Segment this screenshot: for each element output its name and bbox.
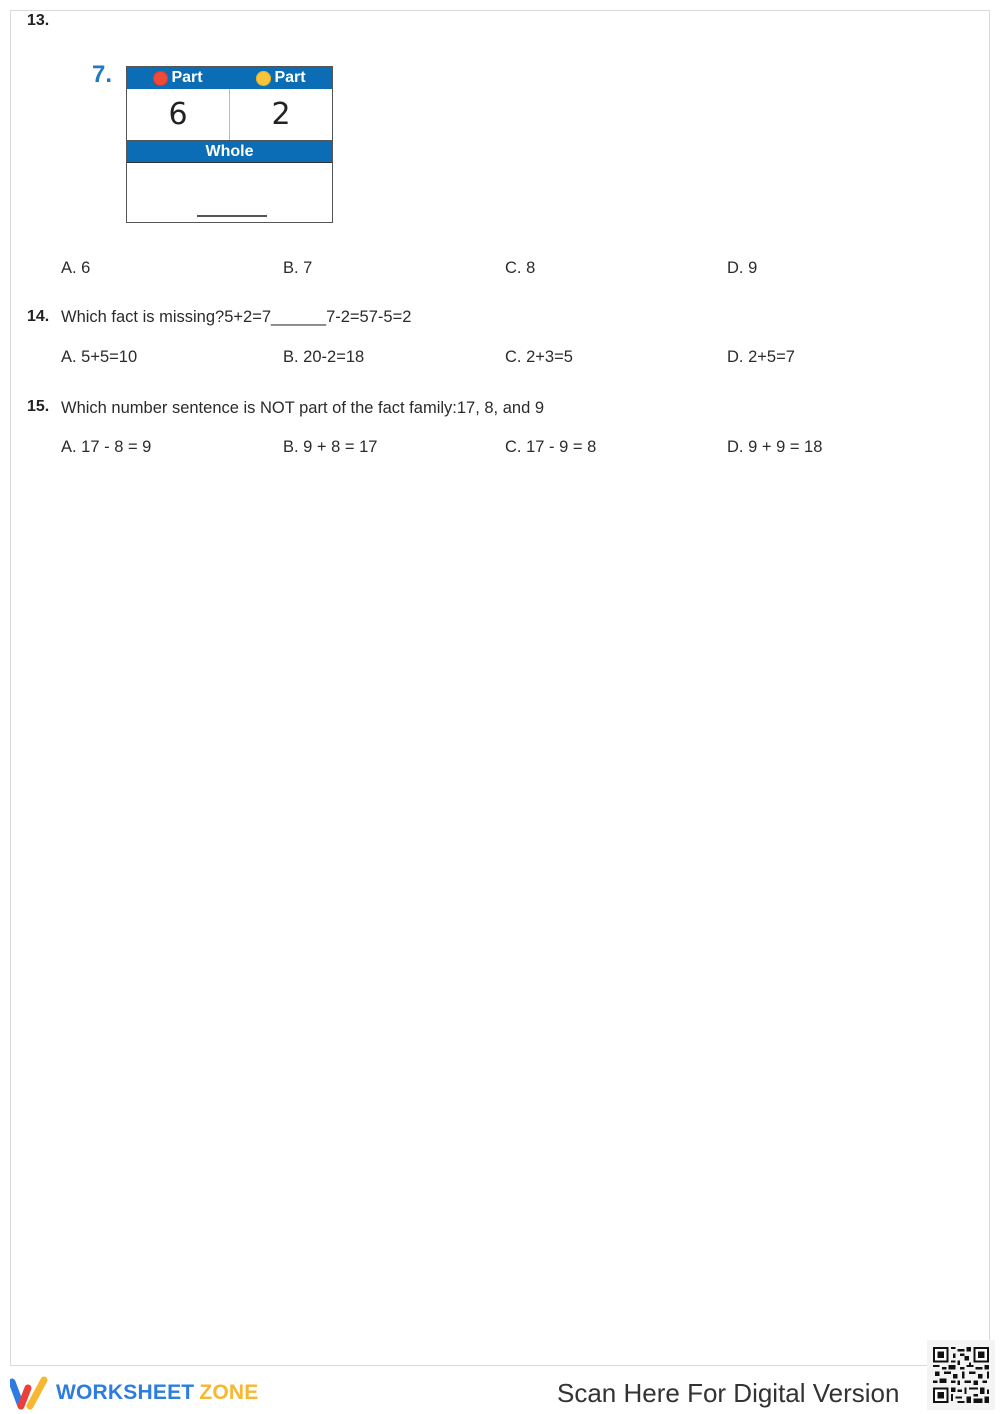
question-13-number: 13. [27,12,50,29]
part-whole-diagram [126,66,333,223]
qr-code[interactable] [927,1340,995,1410]
brand-name [56,1381,258,1405]
q14-option-b[interactable]: B. 20-2=18 [283,348,365,366]
qr-code-icon [933,1346,989,1404]
part-header-right [229,67,332,89]
question-15-text: Which number sentence is NOT part of the fact family:17, 8, and 9 [61,399,545,417]
whole-header: Whole [127,141,332,163]
question-14-text: Which fact is missing?5+2=7______7-2=57-5=2 [61,308,412,326]
yellow-counter-icon [256,71,271,86]
q14-option-d[interactable]: D. 2+5=7 [727,348,795,366]
q15-option-d[interactable]: D. 9 + 9 = 18 [727,438,823,456]
q15-option-c[interactable]: C. 17 - 9 = 8 [505,438,597,456]
q13-option-c[interactable]: C. 8 [505,259,536,277]
diagram-values [127,89,332,141]
part-label-left: Part [171,69,203,86]
part-value-left: 6 [168,97,188,132]
diagram-header [127,67,332,89]
part-value-right: 2 [229,89,332,140]
q15-option-a[interactable]: A. 17 - 8 = 9 [61,438,152,456]
answer-blank-line [197,215,267,217]
q13-option-d[interactable]: D. 9 [727,259,758,277]
q13-option-a[interactable]: A. 6 [61,259,91,277]
brand-word-zone: ZONE [199,1381,259,1404]
part-header-left [127,67,229,89]
q14-option-c[interactable]: C. 2+3=5 [505,348,573,366]
brand-word-worksheet: WORKSHEET [56,1381,195,1404]
whole-answer-area [127,163,332,221]
worksheet-zone-logo-icon [10,1376,50,1410]
question-15-number: 15. [27,398,50,415]
part-label-right: Part [274,69,306,86]
red-counter-icon [153,71,168,86]
worksheet-zone-logo[interactable] [10,1376,258,1410]
scan-instruction: Scan Here For Digital Version [557,1378,900,1408]
diagram-label: 7. [92,61,113,88]
q14-option-a[interactable]: A. 5+5=10 [61,348,138,366]
q13-option-b[interactable]: B. 7 [283,259,313,277]
q15-option-b[interactable]: B. 9 + 8 = 17 [283,438,378,456]
question-14-number: 14. [27,308,50,325]
